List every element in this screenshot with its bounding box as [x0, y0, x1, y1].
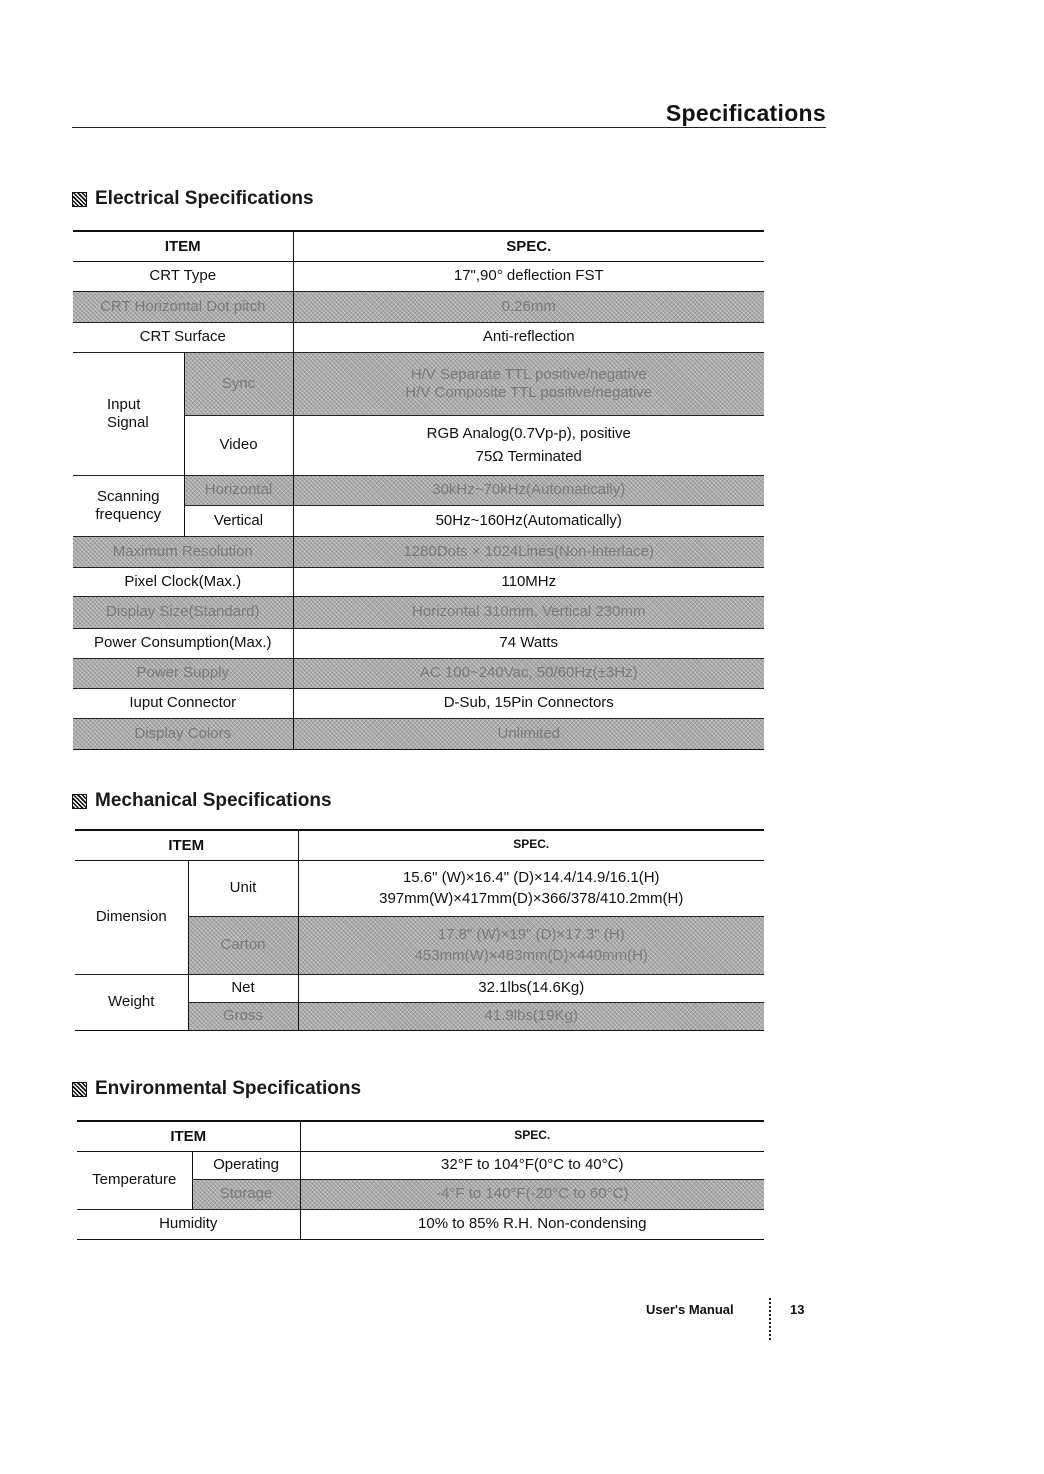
table-row — [73, 658, 764, 688]
table-row — [73, 628, 764, 658]
row-value: 32°F to 104°F(0°C to 40°C) — [300, 1151, 764, 1179]
table-row — [75, 974, 764, 1002]
scanning-frequency-label — [73, 475, 184, 536]
sub-label: Vertical — [184, 505, 293, 536]
item-column-header: ITEM — [75, 830, 298, 860]
spec-column-header: SPEC. — [300, 1121, 764, 1151]
table-row — [75, 860, 764, 916]
row-label: CRT Horizontal Dot pitch — [73, 291, 293, 322]
spec-column-header: SPEC. — [293, 231, 764, 261]
row-value: 32.1lbs(14.6Kg) — [298, 974, 764, 1002]
row-label: Power Supply — [73, 658, 293, 688]
sub-label: Gross — [188, 1002, 298, 1030]
mechanical-spec-table — [75, 829, 764, 1031]
electrical-spec-table — [73, 230, 764, 750]
weight-label: Weight — [108, 993, 155, 1011]
environmental-section-heading — [72, 1078, 361, 1100]
row-value — [293, 352, 764, 415]
temperature-label: Temperature — [92, 1171, 177, 1189]
row-value: 0.26mm — [293, 291, 764, 322]
page-title: Specifications — [665, 100, 826, 126]
value-line: 397mm(W)×417mm(D)×366/378/410.2mm(H) — [379, 890, 684, 907]
row-value — [298, 916, 764, 974]
row-value: 10% to 85% R.H. Non-condensing — [300, 1209, 764, 1239]
row-value: AC 100~240Vac, 50/60Hz(±3Hz) — [293, 658, 764, 688]
row-value: D-Sub, 15Pin Connectors — [293, 688, 764, 718]
sub-label: Storage — [192, 1179, 300, 1209]
sub-label: Horizontal — [184, 475, 293, 505]
sub-label: Sync — [184, 352, 293, 415]
row-label: Display Colors — [73, 718, 293, 749]
page-number: 13 — [790, 1302, 805, 1317]
sub-label: Operating — [192, 1151, 300, 1179]
label-line: Signal — [107, 413, 149, 431]
row-label: Maximum Resolution — [73, 536, 293, 567]
sub-label: Net — [188, 974, 298, 1002]
value-line: 15.6" (W)×16.4" (D)×14.4/14.9/16.1(H) — [402, 868, 660, 886]
environmental-spec-table — [77, 1120, 764, 1240]
dimension-label: Dimension — [95, 908, 167, 926]
section-bullet-icon — [72, 192, 87, 207]
sub-label: Unit — [188, 860, 298, 916]
row-value: -4°F to 140°F(-20°C to 60°C) — [300, 1179, 764, 1209]
row-value — [298, 860, 764, 916]
sub-label: Video — [184, 415, 293, 475]
row-value: Anti-reflection — [293, 322, 764, 352]
value-line: H/V Separate TTL positive/negative — [410, 366, 647, 384]
row-value: 110MHz — [293, 567, 764, 596]
row-label: Pixel Clock(Max.) — [124, 572, 242, 590]
row-value: 17",90° deflection FST — [293, 261, 764, 291]
table-row — [77, 1209, 764, 1239]
table-row — [73, 261, 764, 291]
environmental-heading-text: Environmental Specifications — [95, 1078, 362, 1099]
table-row — [73, 475, 764, 505]
table-row — [73, 536, 764, 567]
label-line: frequency — [95, 505, 162, 523]
electrical-section-heading — [72, 188, 314, 210]
value-line: H/V Composite TTL positive/negative — [405, 383, 653, 401]
title-rule — [72, 127, 826, 128]
row-value: 1280Dots × 1024Lines(Non-Interlace) — [293, 536, 764, 567]
label-line: Scanning — [96, 488, 160, 506]
table-row — [73, 567, 764, 596]
row-value: 30kHz~70kHz(Automatically) — [293, 475, 764, 505]
table-row — [73, 352, 764, 415]
row-label: CRT Surface — [139, 328, 226, 346]
row-value: 41.9lbs(19Kg) — [298, 1002, 764, 1030]
row-label: CRT Type — [149, 267, 217, 285]
row-value: Horizontal 310mm, Vertical 230mm — [293, 596, 764, 628]
table-row — [73, 322, 764, 352]
mechanical-section-heading — [72, 790, 332, 812]
table-row — [73, 688, 764, 718]
electrical-heading-text: Electrical Specifications — [95, 188, 314, 209]
footer-manual-label: User's Manual — [646, 1302, 734, 1317]
value-line: 17.8" (W)×19" (D)×17.3" (H) — [437, 925, 625, 943]
row-value: 50Hz~160Hz(Automatically) — [293, 505, 764, 536]
value-line: RGB Analog(0.7Vp-p), positive — [426, 424, 631, 442]
section-bullet-icon — [72, 1082, 87, 1097]
mechanical-heading-text: Mechanical Specifications — [95, 790, 332, 811]
section-bullet-icon — [72, 794, 87, 809]
spec-column-header: SPEC. — [298, 830, 764, 860]
item-column-header: ITEM — [77, 1121, 300, 1151]
row-label: Humidity — [159, 1215, 218, 1233]
table-row — [77, 1151, 764, 1179]
row-label: Power Consumption(Max.) — [93, 634, 272, 652]
row-label: Iuput Connector — [129, 694, 237, 712]
footer-divider — [769, 1298, 771, 1340]
table-row — [73, 718, 764, 749]
label-line: Input — [107, 396, 141, 414]
input-signal-label — [73, 352, 184, 475]
row-value: Unlimited — [293, 718, 764, 749]
table-row — [73, 596, 764, 628]
sub-label: Carton — [188, 916, 298, 974]
item-column-header: ITEM — [73, 231, 293, 261]
row-value — [293, 415, 764, 475]
table-row — [73, 291, 764, 322]
value-line: 453mm(W)×483mm(D)×440mm(H) — [414, 947, 648, 964]
row-value: 74 Watts — [293, 628, 764, 658]
row-label: Display Size(Standard) — [73, 596, 293, 628]
value-line: 75Ω Terminated — [475, 448, 582, 465]
